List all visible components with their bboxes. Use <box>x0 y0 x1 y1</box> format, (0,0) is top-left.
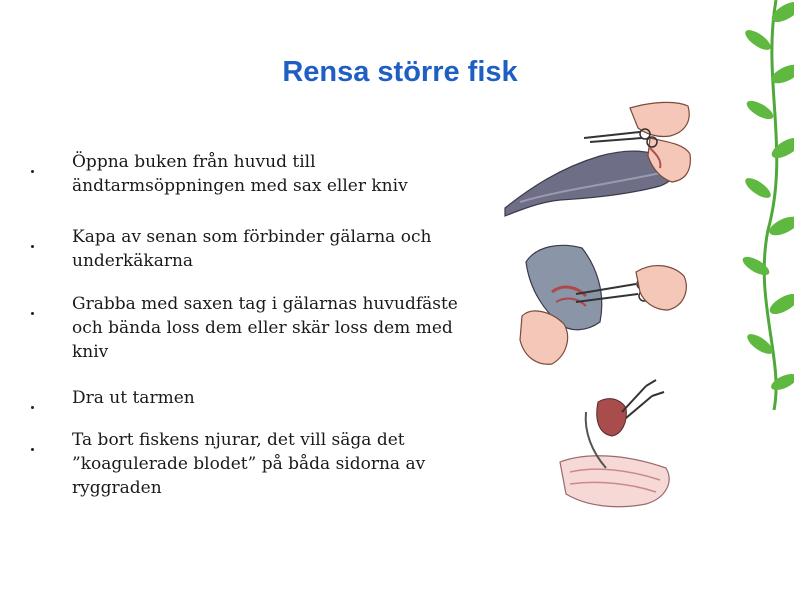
vine-decoration <box>724 0 794 410</box>
bullet-dot-icon <box>31 312 34 315</box>
bullet-text: Ta bort fiskens njurar, det vill säga det ”koagulerade blodet” på båda sidorna av ryggraden <box>72 430 426 498</box>
bullet-text: Grabba med saxen tag i gälarnas huvudfäste och bända loss dem eller skär loss dem med kniv <box>72 294 458 362</box>
slide-title: Rensa större fisk <box>282 56 518 88</box>
fish-cutting-illustration <box>500 98 695 220</box>
bullet-dot-icon <box>31 406 34 409</box>
bullet-text: Dra ut tarmen <box>72 388 195 408</box>
gill-removal-illustration <box>516 232 696 372</box>
bullet-dot-icon <box>31 245 34 248</box>
bullet-dot-icon <box>31 170 34 173</box>
bullet-text: Kapa av senan som förbinder gälarna och underkäkarna <box>72 227 432 271</box>
bullet-text: Öppna buken från huvud till ändtarmsöppningen med sax eller kniv <box>72 152 408 196</box>
kidney-removal-illustration <box>556 372 686 522</box>
bullet-dot-icon <box>31 448 34 451</box>
